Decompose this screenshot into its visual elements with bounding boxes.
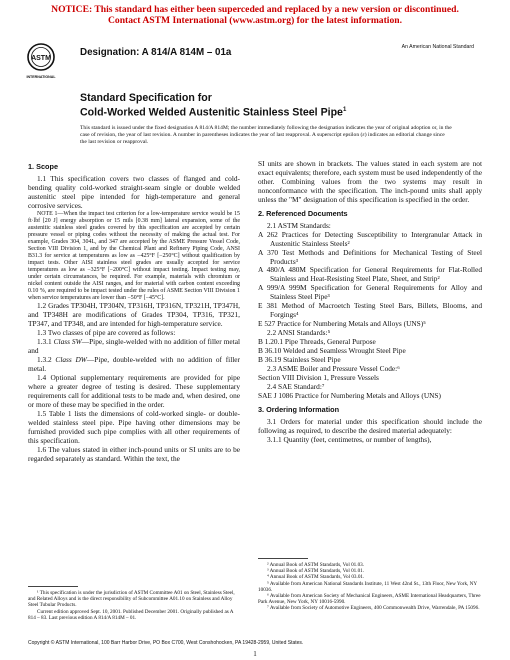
footnote-6: ⁶ Available from American Society of Mechanical Engineers, ASME International Headquarters, Three Park Avenue, New York, NY 10016-5990.	[258, 593, 481, 606]
notice-line-2: Contact ASTM International (www.astm.org) for the latest information.	[108, 15, 402, 26]
publisher-label: An American National Standard	[401, 44, 474, 50]
document-title	[80, 92, 346, 119]
para-3-1: 3.1 Orders for material under this specification should include the following as required, to describe the desired material adequately:	[258, 416, 482, 435]
ref-a262: A 262 Practices for Detecting Susceptibility to Intergranular Attack in Austenitic Stainless Steels²	[258, 229, 482, 248]
ref-a999: A 999/A 999M Specification for General Requirements for Alloy and Stainless Steel Pipe³	[258, 283, 482, 302]
footnote-2: ² Annual Book of ASTM Standards, Vol 01.03.	[267, 562, 365, 568]
para-1-1: 1.1 This specification covers two classes of flanged and cold-bending quality cold-worked straight-seam single or double welded austenitic steel pipe intended for high-temperature and general corrosive services.	[28, 173, 240, 210]
ref-a370: A 370 Test Methods and Definitions for Mechanical Testing of Steel Products³	[258, 247, 482, 266]
footnote-5: ⁵ Available from American National Standards Institute, 11 West 42nd St., 13th Floor, New York, NY 10036.	[258, 580, 477, 593]
section-heading-referenced-documents: 2. Referenced Documents	[258, 208, 348, 218]
para-1-3: 1.3 Two classes of pipe are covered as follows:	[37, 328, 176, 338]
issuance-statement: This standard is issued under the fixed designation A 814/A 814M; the number immediately following the designation indicates the year of original adoption or, in the case of revision, the year of last revision. A number in parentheses indicates the year of last reapproval. A superscript epsilon (ε) indicates an editorial change since the last revision or reapproval.	[80, 125, 452, 145]
astm-standards-heading: 2.1 ASTM Standards:	[267, 220, 331, 230]
ref-sae-j1086: SAE J 1086 Practice for Numbering Metals and Alloys (UNS)	[258, 390, 441, 400]
para-1-6-continued: SI units are shown in brackets. The values stated in each system are not exact equivalents; therefore, each system must be used independently of the other. Combining values from the two systems may result in nonconformance with the specification. The inch-pound units shall apply unless the "M" designation of this specification is specified in the order.	[258, 159, 482, 204]
para-1-4: 1.4 Optional supplementary requirements are provided for pipe where a greater degree of testing is desired. These supplementary requirements call for additional tests to be made and, when desired, one or more of these may be specified in the order.	[28, 373, 240, 409]
copyright-line: Copyright © ASTM International, 100 Barr Harbor Drive, PO Box C700, West Conshohocken, PA 19428-2959, United States.	[28, 640, 304, 646]
notice-line-1: NOTICE: This standard has either been superceded and replaced by a new version or discontinued.	[51, 4, 459, 15]
footnote-4: ⁴ Annual Book of ASTM Standards, Vol 03.01.	[267, 574, 365, 581]
footnote-7: ⁷ Available from Society of Automotive Engineers, 400 Commonwealth Drive, Warrendale, PA 15096.	[267, 605, 480, 612]
asme-code-heading: 2.3 ASME Boiler and Pressure Vessel Code:⁶	[267, 363, 400, 373]
astm-logo-icon	[24, 42, 58, 82]
footnote-3: ³ Annual Book of ASTM Standards, Vol 01.01.	[267, 568, 365, 575]
ref-asme-section-viii: Section VIII Division 1, Pressure Vessels	[258, 372, 379, 382]
supersession-notice	[0, 4, 510, 26]
para-1-3-2: 1.3.2 Class DW—Pipe, double-welded with no addition of filler metal.	[28, 355, 240, 374]
para-1-2: 1.2 Grades TP304H, TP304N, TP316H, TP316N, TP321H, TP347H, and TP348H are modifications of Grades TP304, TP316, TP321, TP347, and TP348, and are intended for high-temperature service.	[28, 301, 240, 329]
title-line-2: Cold-Worked Welded Austenitic Stainless Steel Pipe$^1$	[80, 106, 347, 119]
ref-a480: A 480/A 480M Specification for General Requirements for Flat-Rolled Stainless and Heat-Resisting Steel Plate, Sheet, and Strip²	[258, 265, 482, 284]
footnote-rule-left	[28, 586, 78, 587]
ref-b36-19: B 36.19 Stainless Steel Pipe	[258, 355, 341, 365]
page-number: 1	[253, 650, 257, 658]
ref-b36-10: B 36.10 Welded and Seamless Wrought Steel Pipe	[258, 346, 406, 356]
footnote-1b: Current edition approved Sept. 10, 2001. Published December 2001. Originally published as A 814 – 83. Last previous edition A 814/A 814M – 01.	[28, 608, 234, 621]
right-column	[258, 160, 482, 445]
para-1-6: 1.6 The values stated in either inch-pound units or SI units are to be regarded separately as standard. Within the text, the	[28, 444, 240, 463]
footnote-1: ¹ This specification is under the jurisdiction of ASTM Committee A01 on Steel, Stainless Steel, and Related Alloys and is the direct responsibility of Subcommittee A01.10 on Stainless and Alloy Steel Tubular Products.	[28, 590, 235, 609]
ref-e527: E 527 Practice for Numbering Metals and Alloys (UNS)⁵	[258, 319, 426, 329]
ansi-standards-heading: 2.2 ANSI Standards:⁵	[267, 328, 331, 338]
footnote-rule-right	[258, 558, 308, 559]
section-heading-ordering-information: 3. Ordering Information	[258, 404, 340, 414]
para-1-3-1: 1.3.1 Class SW—Pipe, single-welded with no addition of filler metal and	[28, 337, 241, 356]
title-footnote-mark: 1	[342, 107, 347, 113]
title-line-1: Standard Specification for	[80, 92, 212, 104]
svg-text:ASTM: ASTM	[31, 55, 51, 62]
sae-standard-heading: 2.4 SAE Standard:⁷	[267, 381, 325, 391]
left-column	[28, 158, 240, 464]
section-heading-scope: 1. Scope	[28, 162, 59, 171]
footnotes-right	[258, 562, 482, 612]
ref-b1-20-1: B 1.20.1 Pipe Threads, General Purpose	[258, 337, 376, 347]
footnotes-left	[28, 590, 240, 621]
para-1-5: 1.5 Table 1 lists the dimensions of cold-worked single- or double-welded stainless steel pipe. Pipe having other dimensions may be furnished provided such pipe complies with all other requirements of this specification.	[28, 408, 240, 445]
note-1: NOTE 1—When the impact test criterion for a low-temperature service would be 15 ft·lbf [20 J] energy absorption or 15 mils [0.38 mm] lateral expansion, some of the austenitic stainless steel grades covered by this specification are accepted by certain pressure vessel or piping codes without the necessity of making the actual test. For example, Grades 304, 304L, and 347 are accepted by the ASME Pressure Vessel Code, Section VIII Division 1, and by the Chemical Plant and Refinery Piping Code, ANSI B31.3 for service at temperatures as low as −425°F [−250°C] without qualification by impact tests. Other AISI stainless steel grades are usually accepted for service temperatures as low as −325°F [−200°C] without impact testing. Impact testing may, under certain circumstances, be required. For example, materials with chromium or nickel content outside the AISI ranges, and for material with carbon content exceeding 0.10 %, are required to be impact tested under the rules of ASME Section VIII Division 1 when service temperatures are lower than −50°F [−45°C].	[28, 210, 240, 302]
ref-e381: E 381 Method of Macroetch Testing Steel Bars, Billets, Blooms, and Forgings⁴	[258, 301, 482, 320]
svg-text:INTERNATIONAL: INTERNATIONAL	[26, 75, 56, 79]
designation: Designation: A 814/A 814M – 01a	[80, 47, 232, 58]
para-3-1-1: 3.1.1 Quantity (feet, centimetres, or number of lengths),	[267, 434, 432, 444]
